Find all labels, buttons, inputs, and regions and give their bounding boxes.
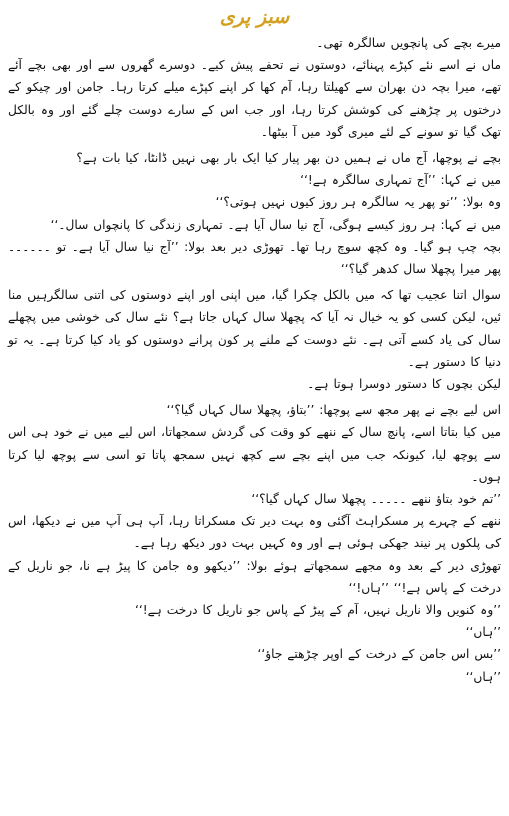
- paragraph-9: لیکن بچوں کا دستور دوسرا ہوتا ہے۔: [307, 377, 501, 392]
- paragraph-3: بچے نے پوچھا، آج ماں نے ہمیں دن بھر پیار کیا ایک بار بھی نہیں ڈانٹا، کیا بات ہے؟: [76, 151, 501, 166]
- paragraph-7: بچہ چپ ہو گیا۔ وہ کچھ سوچ رہا تھا۔ تھوڑی دیر بعد بولا: ’’آج نیا سال آیا ہے۔ تو ۔۔۔۔۔۔ پھر میرا پچھلا سال کدھر گیا؟‘‘: [8, 239, 501, 277]
- paragraph-16: ’’ہاں‘‘: [465, 625, 501, 640]
- paragraph-5: وہ بولا: ’’تو پھر یہ سالگرہ ہر روز کیوں نہیں ہوتی؟‘‘: [215, 195, 501, 210]
- paragraph-12: ’’تم خود بتاؤ ننھے ۔۔۔۔۔ پچھلا سال کہاں گیا؟‘‘: [251, 492, 501, 507]
- paragraph-18: ’’ہاں‘‘: [465, 669, 501, 684]
- paragraph-11: میں کیا بتاتا اسے، پانچ سال کے ننھے کو وقت کی گردش سمجھاتا، اس لیے میں نے خود ہی اس سے پوچھ لیا، کیونکہ جب میں اپنے بچے سے کچھ نہیں سمجھ پاتا تو اسی سے پوچھ لیا کرتا ہوں۔: [8, 425, 501, 484]
- paragraph-4: میں نے کہا: ’’آج تمہاری سالگرہ ہے!‘‘: [300, 173, 501, 188]
- paragraph-13: ننھے کے چہرے پر مسکراہٹ آگئی وہ بہت دیر تک مسکراتا رہا، آپ ہی آپ میں نے دیکھا، اس کی پلکوں پر نیند جھکی ہوئی ہے اور وہ کہیں بہت دور دیکھ رہا ہے۔: [8, 514, 501, 551]
- paragraph-14: تھوڑی دیر کے بعد وہ مجھے سمجھاتے ہوئے بولا: ’’دیکھو وہ جامن کا پیڑ ہے نا، جو ناریل کے درخت کے پاس ہے!‘‘ ’’ہاں!‘‘: [8, 558, 501, 595]
- paragraph-17: ’’بس اس جامن کے درخت کے اوپر چڑھتے جاؤ‘‘: [257, 647, 501, 662]
- paragraph-8: سوال اتنا عجیب تھا کہ میں بالکل چکرا گیا، میں اپنی اور اپنے دوستوں کی اتنی سالگرہیں منا ئیں، لیکن کسی کو یہ خیال نہ آیا کہ پچھلا سال کہاں جاتا ہے؟ نئے سال کی خوشی میں پچھلے سال کی یاد کسے آتی ہے۔ نئے دوست کے ملنے پر کون پرانے دوستوں کو یاد کیا کرتا ہے۔ یہ تو دنیا کا دستور ہے۔: [8, 288, 501, 369]
- paragraph-15: ’’وہ کنویں والا ناریل نہیں، آم کے پیڑ کے پاس جو ناریل کا درخت ہے!‘‘: [135, 603, 501, 618]
- paragraph-10: اس لیے بچے نے پھر مجھ سے پوچھا: ’’بتاؤ، پچھلا سال کہاں گیا؟‘‘: [166, 403, 501, 418]
- story-title: سبز پری: [219, 6, 290, 28]
- paragraph-6: میں نے کہا: ہر روز کیسے ہوگی، آج نیا سال آیا ہے۔ تمہاری زندگی کا پانچواں سال۔‘‘: [50, 217, 501, 232]
- paragraph-2: ماں نے اسے نئے کپڑے پہنائے، دوستوں نے تحفے پیش کیے۔ دوسرے گھروں سے اور بھی بچے آئے تھے، میرا بچہ دن بھران سے کھیلتا رہا، آم کھا کر اپنے کپڑے میلے کرتا رہا۔ جامن اور چیکو کے درختوں پر چڑھنے کی کوشش کرتا رہا، اور جب اس کے سارے دوست چلے گئے اور وہ بالکل تھک گیا تو سونے کے لئے میری گود میں آ بیٹھا۔: [8, 58, 501, 139]
- paragraph-1: میرے بچے کی پانچویں سالگرہ تھی۔: [316, 36, 501, 50]
